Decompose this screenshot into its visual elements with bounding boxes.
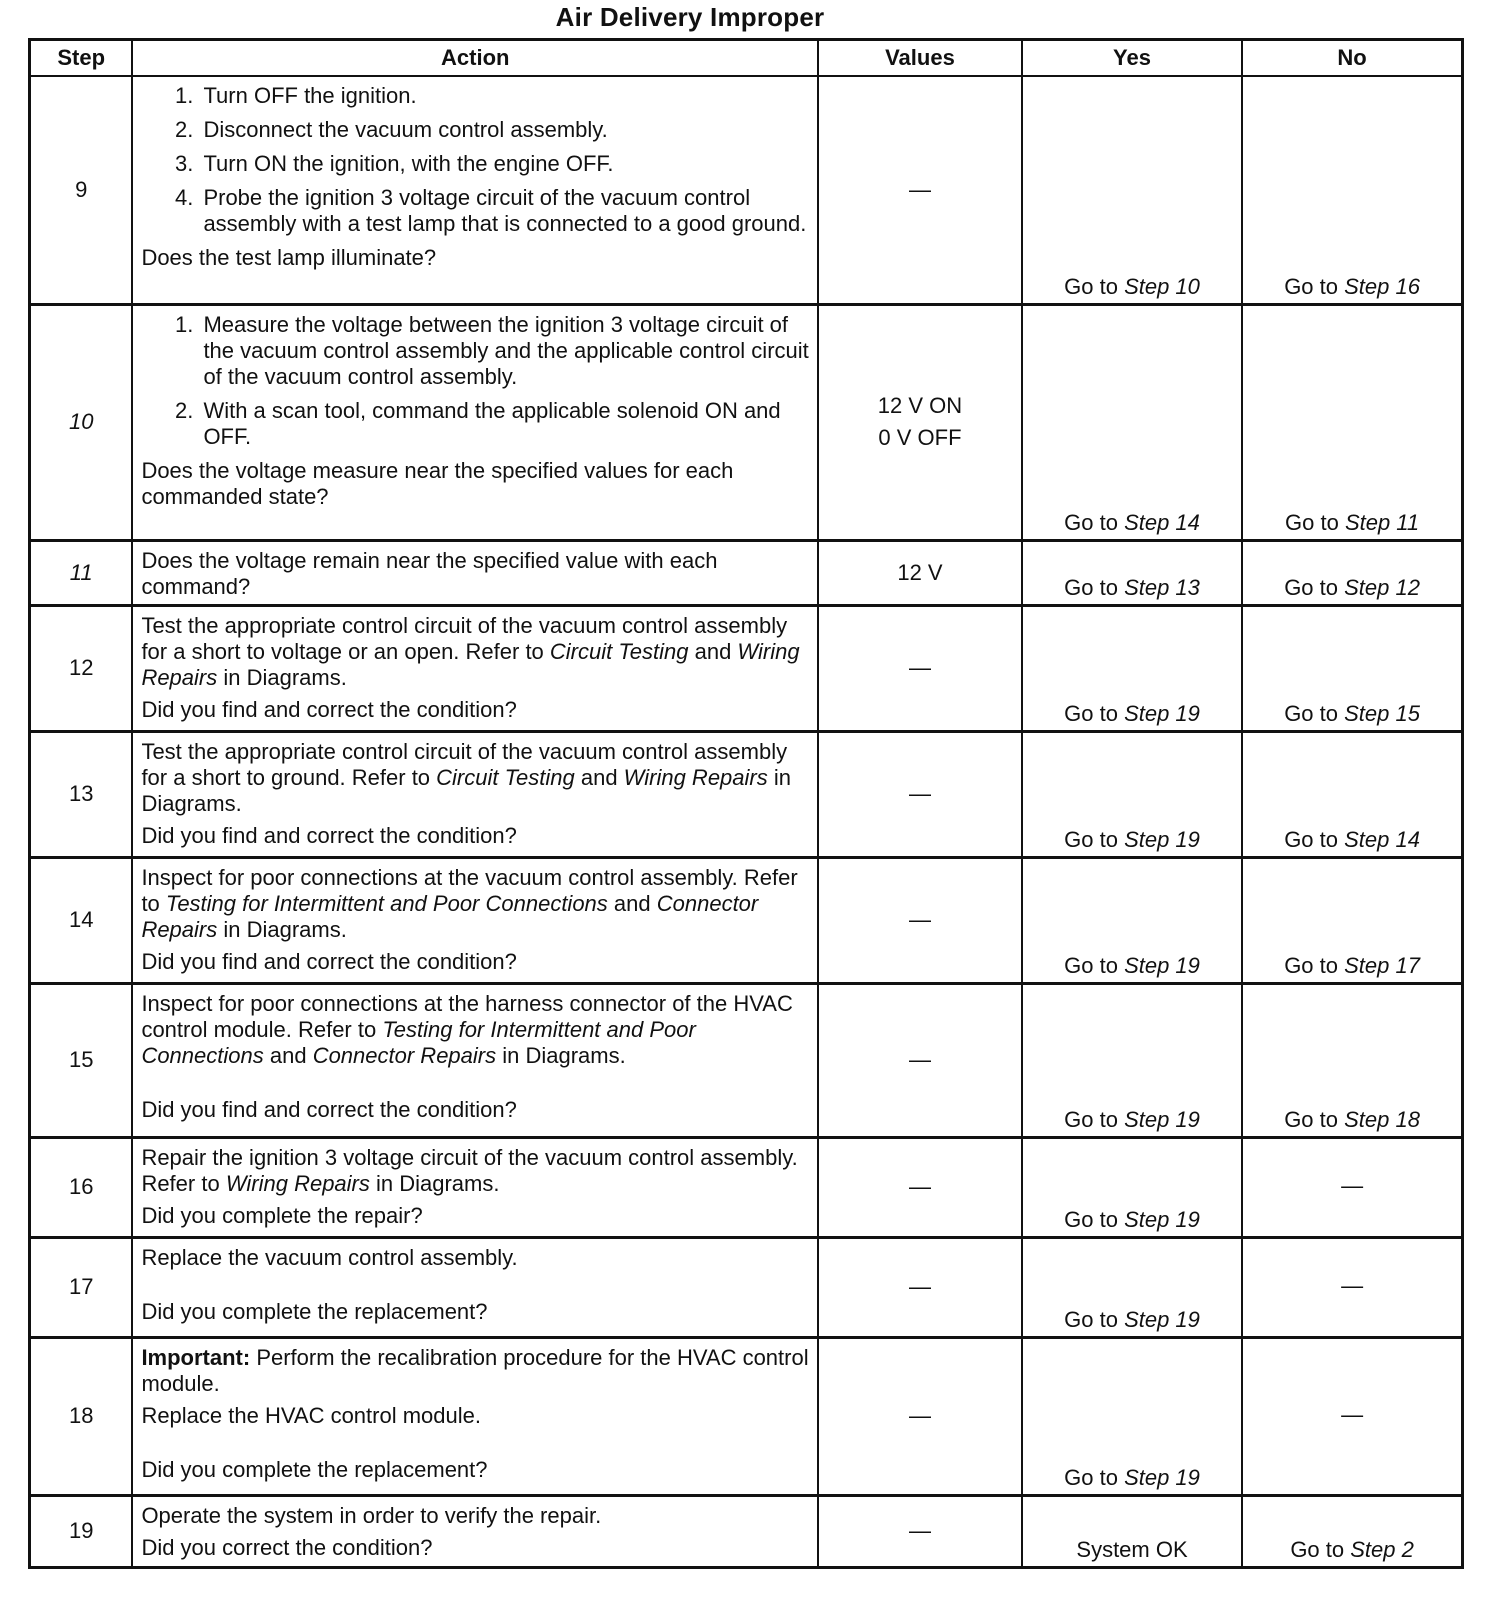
- goto-label: Go to: [1064, 700, 1118, 726]
- reference-link: Wiring Repairs: [141, 638, 800, 690]
- goto-label: Go to: [1290, 1536, 1345, 1562]
- value-cell: —: [818, 983, 1022, 1137]
- yes-cell: [1022, 304, 1242, 540]
- question: Did you correct the condition?: [141, 1534, 433, 1560]
- action-cell: [132, 1495, 818, 1567]
- list-item: 3. Turn ON the ignition, with the engine OFF.: [199, 151, 809, 177]
- list-item: 1. Turn OFF the ignition.: [199, 83, 809, 109]
- goto-label: Go to: [1284, 700, 1338, 726]
- instruction-text: Test the appropriate control circuit of the vacuum control assembly for a short to voltage or an open. Refer to: [141, 612, 788, 664]
- no-cell: —: [1242, 1337, 1462, 1495]
- instruction-text: in Diagrams.: [217, 664, 347, 690]
- yes-target: Step 10: [1124, 273, 1200, 299]
- table-row: [30, 857, 1463, 983]
- goto-label: Go to: [1064, 509, 1118, 535]
- yes-target: Step 13: [1124, 574, 1200, 600]
- value-cell: —: [818, 1137, 1022, 1237]
- no-cell: [1242, 731, 1462, 857]
- header-action: Action: [132, 40, 818, 77]
- spacer: [141, 1429, 809, 1451]
- step-number: 13: [30, 731, 133, 857]
- question: Does the voltage remain near the specified value with each command?: [141, 547, 718, 599]
- instruction: [141, 1145, 809, 1197]
- question: Did you find and correct the condition?: [141, 822, 517, 848]
- table-row: [30, 1495, 1463, 1567]
- table-row: [30, 731, 1463, 857]
- yes-target: Step 19: [1124, 952, 1200, 978]
- yes-cell: [1022, 76, 1242, 304]
- table-header-row: [30, 40, 1463, 77]
- list-item: 2. With a scan tool, command the applicable solenoid ON and OFF.: [199, 398, 809, 450]
- value-cell: —: [818, 857, 1022, 983]
- goto-label: Go to: [1064, 1464, 1118, 1490]
- no-target: Step 18: [1344, 1106, 1420, 1132]
- value-cell: —: [818, 76, 1022, 304]
- step-number: 12: [30, 605, 133, 731]
- table-row: [30, 76, 1463, 304]
- goto-label: Go to: [1064, 1106, 1118, 1132]
- instruction: Replace the HVAC control module.: [141, 1402, 481, 1428]
- instruction-text: Inspect for poor connections at the vacuum control assembly. Refer to: [141, 864, 798, 916]
- header-no: No: [1242, 40, 1462, 77]
- step-number: 15: [30, 983, 133, 1137]
- no-target: Step 2: [1350, 1536, 1414, 1562]
- instruction-text: and: [607, 890, 657, 916]
- step-number: 16: [30, 1137, 133, 1237]
- yes-target: Step 19: [1124, 700, 1200, 726]
- no-cell: —: [1242, 1237, 1462, 1337]
- important-label: Important:: [141, 1344, 251, 1370]
- step-number: 9: [30, 76, 133, 304]
- goto-label: Go to: [1064, 1206, 1118, 1232]
- instruction-text: in Diagrams.: [496, 1042, 626, 1068]
- no-target: Step 11: [1344, 509, 1420, 535]
- no-target: Step 17: [1344, 952, 1420, 978]
- instruction-text: and: [263, 1042, 313, 1068]
- no-cell: [1242, 857, 1462, 983]
- question: Does the voltage measure near the specified values for each commanded state?: [141, 457, 734, 509]
- goto-label: Go to: [1064, 1306, 1118, 1332]
- value-cell: —: [818, 1337, 1022, 1495]
- diagnostic-table: [28, 38, 1464, 1569]
- table-row: [30, 1137, 1463, 1237]
- goto-label: Go to: [1284, 952, 1338, 978]
- action-list: [141, 312, 809, 450]
- no-target: Step 12: [1344, 574, 1420, 600]
- goto-label: Go to: [1064, 273, 1118, 299]
- spacer: [141, 1271, 809, 1293]
- step-number: 17: [30, 1237, 133, 1337]
- instruction: Replace the vacuum control assembly.: [141, 1244, 518, 1270]
- goto-label: Go to: [1064, 826, 1118, 852]
- action-cell: [132, 731, 818, 857]
- no-cell: [1242, 1495, 1462, 1567]
- no-cell: —: [1242, 1137, 1462, 1237]
- table-row: [30, 304, 1463, 540]
- important-text: Perform the recalibration procedure for the HVAC control module.: [141, 1344, 809, 1396]
- yes-cell: [1022, 857, 1242, 983]
- value-cell: [818, 304, 1022, 540]
- page-title: Air Delivery Improper: [555, 2, 825, 32]
- table-row: [30, 983, 1463, 1137]
- value-cell: 12 V: [818, 540, 1022, 605]
- yes-target: Step 19: [1124, 1464, 1200, 1490]
- goto-label: Go to: [1284, 273, 1338, 299]
- list-item: 1. Measure the voltage between the ignition 3 voltage circuit of the vacuum control assembly and the applicable control circuit of the vacuum control assembly.: [199, 312, 809, 390]
- list-item: 2. Disconnect the vacuum control assembly.: [199, 117, 809, 143]
- yes-target: Step 19: [1124, 1106, 1200, 1132]
- step-number: 19: [30, 1495, 133, 1567]
- instruction: [141, 739, 809, 817]
- table-row: [30, 540, 1463, 605]
- reference-link: Circuit Testing: [436, 764, 575, 790]
- yes-cell: [1022, 1137, 1242, 1237]
- action-cell: [132, 76, 818, 304]
- yes-target: Step 19: [1124, 1206, 1200, 1232]
- reference-link: Circuit Testing: [549, 638, 689, 664]
- instruction-text: in Diagrams.: [217, 916, 347, 942]
- question: Does the test lamp illuminate?: [141, 245, 437, 270]
- no-target: Step 14: [1344, 826, 1420, 852]
- header-values: Values: [818, 40, 1022, 77]
- reference-link: Wiring Repairs: [623, 764, 768, 790]
- instruction-text: Test the appropriate control circuit of the vacuum control assembly for a short to ground. Refer to: [141, 738, 788, 790]
- step-number: 14: [30, 857, 133, 983]
- reference-link: Testing for Intermittent and Poor Connections: [141, 1016, 696, 1068]
- important-note: [141, 1345, 809, 1397]
- yes-cell: [1022, 731, 1242, 857]
- question: Did you find and correct the condition?: [141, 1096, 517, 1122]
- instruction-text: Repair the ignition 3 voltage circuit of the vacuum control assembly. Refer to: [141, 1144, 798, 1196]
- no-target: Step 15: [1344, 700, 1420, 726]
- spacer: [141, 1069, 809, 1091]
- action-cell: [132, 1137, 818, 1237]
- yes-cell: [1022, 605, 1242, 731]
- goto-label: Go to: [1064, 574, 1118, 600]
- goto-label: Go to: [1284, 574, 1338, 600]
- yes-target: Step 14: [1124, 509, 1200, 535]
- value-cell: —: [818, 605, 1022, 731]
- action-cell: [132, 304, 818, 540]
- no-target: Step 16: [1344, 273, 1420, 299]
- value-on: 12 V ON: [877, 393, 963, 418]
- no-cell: [1242, 540, 1462, 605]
- reference-link: Connector Repairs: [312, 1042, 497, 1068]
- action-cell: [132, 540, 818, 605]
- table-row: [30, 1337, 1463, 1495]
- yes-cell: [1022, 1237, 1242, 1337]
- question: Did you complete the replacement?: [141, 1456, 488, 1482]
- question: Did you find and correct the condition?: [141, 696, 517, 722]
- action-cell: [132, 1337, 818, 1495]
- reference-link: Connector Repairs: [141, 890, 759, 942]
- reference-link: Wiring Repairs: [225, 1170, 370, 1196]
- goto-label: Go to: [1284, 1106, 1338, 1132]
- instruction-text: Inspect for poor connections at the harness connector of the HVAC control module. Refer to: [141, 990, 793, 1042]
- instruction-text: in Diagrams.: [141, 764, 791, 816]
- instruction-text: in Diagrams.: [369, 1170, 500, 1196]
- step-number: 11: [30, 540, 133, 605]
- list-item: 4. Probe the ignition 3 voltage circuit of the vacuum control assembly with a test lamp that is connected to a good ground.: [199, 185, 809, 237]
- value-off: 0 V OFF: [878, 425, 962, 450]
- value-cell: —: [818, 1237, 1022, 1337]
- step-number: 10: [30, 304, 133, 540]
- goto-label: Go to: [1284, 826, 1338, 852]
- instruction: [141, 613, 809, 691]
- yes-cell: [1022, 983, 1242, 1137]
- yes-target: Step 19: [1124, 826, 1200, 852]
- question: Did you find and correct the condition?: [141, 948, 517, 974]
- yes-target: Step 19: [1124, 1306, 1200, 1332]
- instruction-text: and: [574, 764, 624, 790]
- value-cell: —: [818, 1495, 1022, 1567]
- action-cell: [132, 1237, 818, 1337]
- no-cell: [1242, 605, 1462, 731]
- instruction-text: and: [688, 638, 738, 664]
- reference-link: Testing for Intermittent and Poor Connections: [165, 890, 608, 916]
- header-step: Step: [30, 40, 133, 77]
- yes-cell: System OK: [1022, 1495, 1242, 1567]
- no-cell: [1242, 983, 1462, 1137]
- yes-cell: [1022, 540, 1242, 605]
- instruction: Operate the system in order to verify the repair.: [141, 1502, 602, 1528]
- value-cell: —: [818, 731, 1022, 857]
- step-number: 18: [30, 1337, 133, 1495]
- action-cell: [132, 605, 818, 731]
- yes-cell: [1022, 1337, 1242, 1495]
- action-cell: [132, 983, 818, 1137]
- table-row: [30, 1237, 1463, 1337]
- goto-label: Go to: [1285, 509, 1339, 535]
- goto-label: Go to: [1064, 952, 1118, 978]
- header-yes: Yes: [1022, 40, 1242, 77]
- action-cell: [132, 857, 818, 983]
- question: Did you complete the replacement?: [141, 1298, 488, 1324]
- no-cell: [1242, 304, 1462, 540]
- instruction: [141, 865, 809, 943]
- action-list: [141, 83, 809, 237]
- table-row: [30, 605, 1463, 731]
- no-cell: [1242, 76, 1462, 304]
- instruction: [141, 991, 809, 1069]
- question: Did you complete the repair?: [141, 1202, 423, 1228]
